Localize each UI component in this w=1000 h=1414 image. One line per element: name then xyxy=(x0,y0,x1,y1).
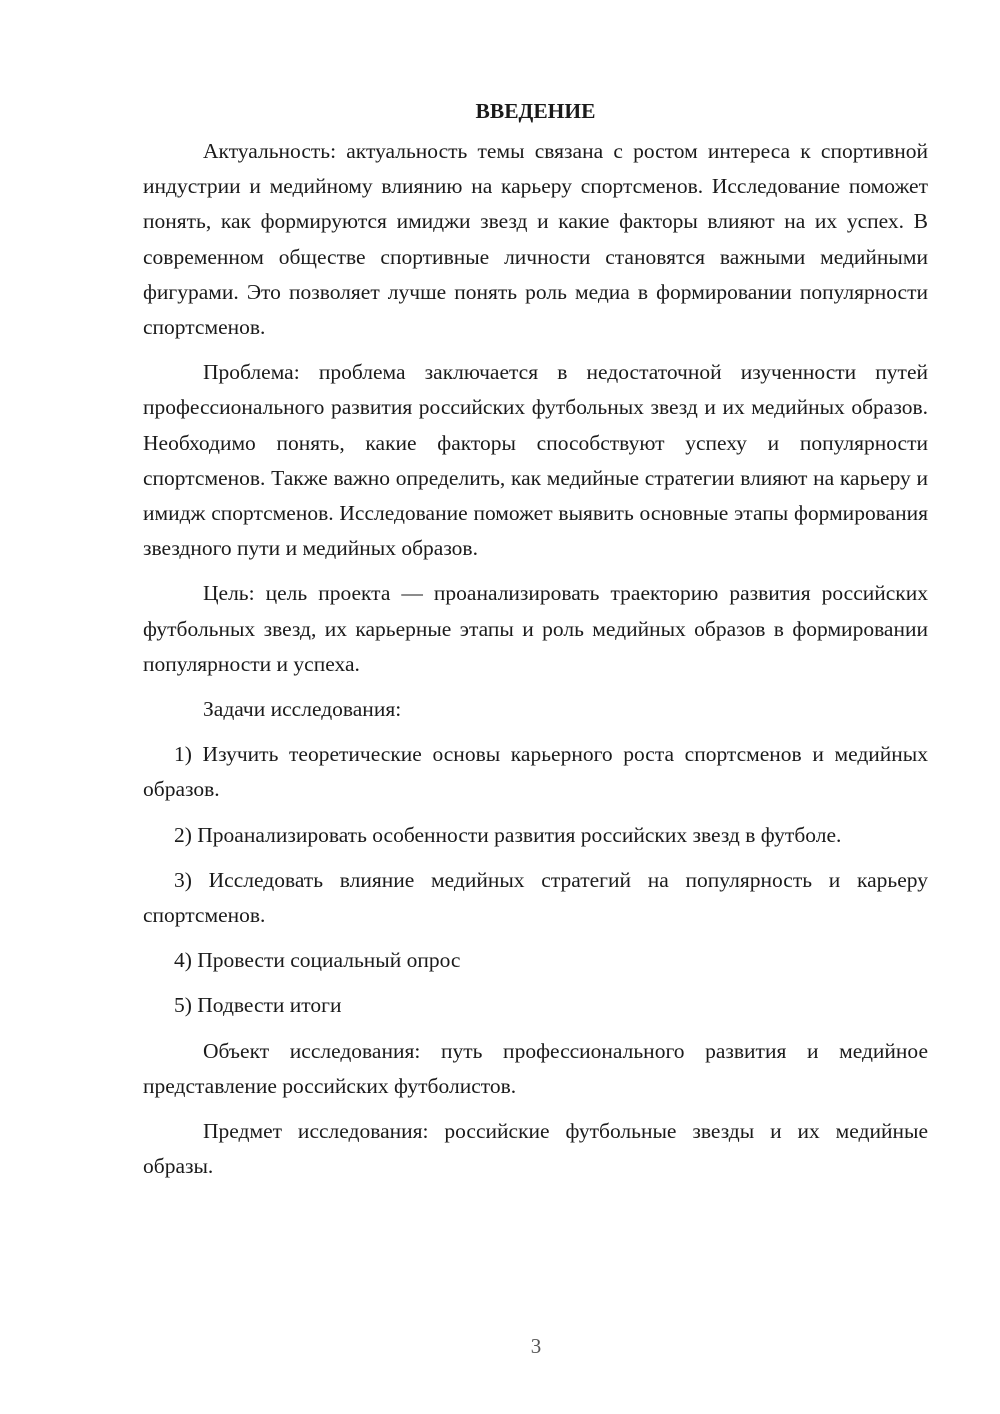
task-item-2: 2) Проанализировать особенности развития российских звезд в футболе. xyxy=(174,822,842,847)
page-number: 3 xyxy=(530,1334,542,1358)
paragraph-subject: Предмет исследования: российские футбольные звезды и их медийные образы. xyxy=(143,1119,928,1179)
paragraph-problem: Проблема: проблема заключается в недостаточной изученности путей профессионального развития российских футбольных звезд и их медийных образов. Необходимо понять, какие факторы способствуют успеху и популярности спортсменов. Также важно определить, как медийные стратегии влияют на карьеру и имидж спортсменов. Исследование поможет выявить основные этапы формирования звездного пути и медийных образов. xyxy=(143,360,928,561)
paragraph-relevance: Актуальность: актуальность темы связана с ростом интереса к спортивной индустрии и медийному влиянию на карьеру спортсменов. Исследование поможет понять, как формируются имиджи звезд и какие факторы влияют на их успех. В современном обществе спортивные личности становятся важными медийными фигурами. Это позволяет лучше понять роль медиа в формировании популярности спортсменов. xyxy=(143,139,928,340)
tasks-heading: Задачи исследования: xyxy=(203,697,402,722)
paragraph-object: Объект исследования: путь профессионального развития и медийное представление российских футболистов. xyxy=(143,1038,928,1098)
task-item-5: 5) Подвести итоги xyxy=(174,993,342,1018)
task-item-1: 1) Изучить теоретические основы карьерного роста спортсменов и медийных образов. xyxy=(143,742,928,802)
paragraph-goal: Цель: цель проекта — проанализировать траекторию развития российских футбольных звезд, их карьерные этапы и роль медийных образов в формировании популярности и успеха. xyxy=(143,581,928,676)
task-item-3: 3) Исследовать влияние медийных стратегий на популярность и карьеру спортсменов. xyxy=(143,867,928,928)
page-content xyxy=(143,96,928,1194)
section-heading: ВВЕДЕНИЕ xyxy=(475,99,596,123)
task-item-4: 4) Провести социальный опрос xyxy=(174,948,461,973)
